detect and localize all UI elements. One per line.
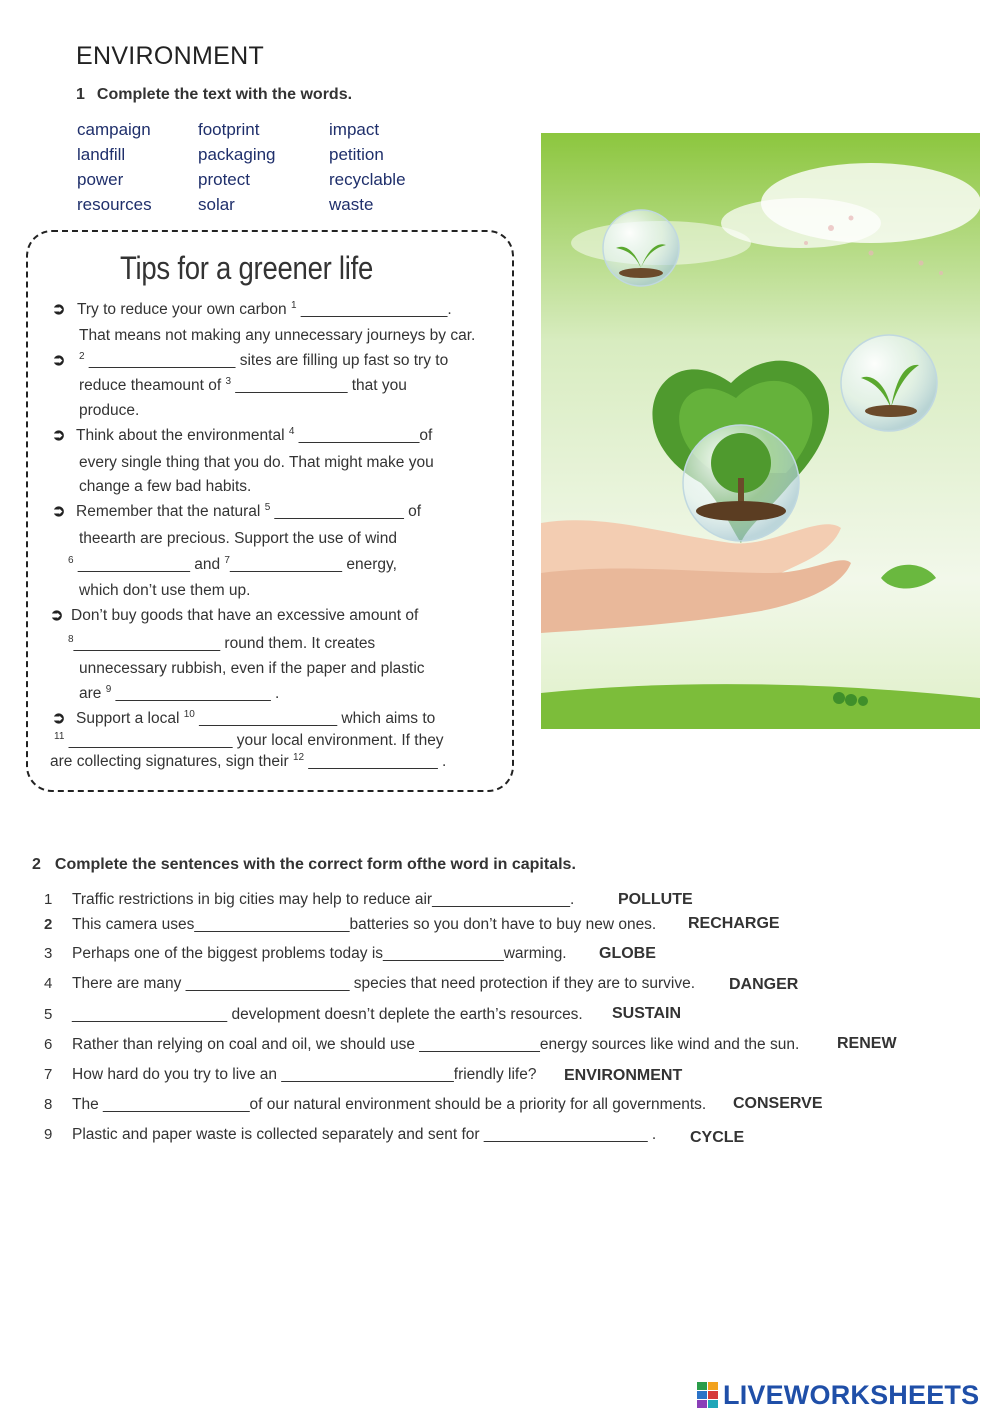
- sentence-number: 6: [44, 1036, 53, 1053]
- tip-line: That means not making any unnecessary journeys by car.: [79, 327, 476, 344]
- tip-line: Remember that the natural $^5$ _______________ of: [76, 502, 422, 520]
- arrow-bullet-icon: ➲: [52, 710, 66, 727]
- page-title: ENVIRONMENT: [76, 42, 265, 70]
- sentence-number: 1: [44, 891, 53, 908]
- word-bank-item: protect: [198, 170, 250, 189]
- tip-line: every single thing that you do. That might make you: [79, 454, 434, 471]
- answer-blank[interactable]: _________________.: [296, 301, 452, 318]
- sentence-number: 4: [44, 975, 53, 992]
- tip-line: $^{11}$ ___________________ your local environment. If they: [54, 731, 444, 749]
- arrow-bullet-icon: ➲: [52, 301, 66, 318]
- capital-word: CYCLE: [690, 1129, 745, 1146]
- capital-word: RENEW: [837, 1035, 897, 1052]
- tip-line: reduce theamount of $^3$ _____________ that you: [79, 376, 407, 394]
- answer-blank[interactable]: _________________ round them. It creates: [73, 635, 376, 652]
- word-bank-item: waste: [329, 195, 374, 214]
- answer-blank[interactable]: _______________ .: [304, 753, 447, 770]
- sentence-number: 9: [44, 1126, 53, 1143]
- sentence-number: 3: [44, 945, 53, 962]
- sentence-text[interactable]: This camera uses__________________batteries so you don’t have to buy new ones.: [72, 916, 657, 933]
- sentence-text[interactable]: There are many ___________________ species that need protection if they are to survive.: [72, 975, 695, 992]
- capital-word: ENVIRONMENT: [564, 1067, 683, 1084]
- environment-photo: [541, 133, 980, 729]
- tip-line: Try to reduce your own carbon $^1$ _________________.: [77, 300, 452, 318]
- capital-word: SUSTAIN: [612, 1005, 682, 1022]
- sentence-text[interactable]: Traffic restrictions in big cities may help to reduce air________________.: [72, 891, 575, 908]
- answer-blank[interactable]: _________________ sites are filling up fast so try to: [84, 352, 449, 369]
- arrow-bullet-icon: ➲: [52, 352, 66, 369]
- word-bank-item: recyclable: [329, 170, 406, 189]
- tip-line: are collecting signatures, sign their $^{12}$ _______________ .: [50, 752, 447, 770]
- sentence-text[interactable]: Plastic and paper waste is collected separately and sent for ___________________ .: [72, 1126, 657, 1143]
- exercise-2-instruction: [32, 856, 576, 874]
- answer-blank[interactable]: ___________________ your local environment. If they: [64, 732, 444, 749]
- logo-text: LIVEWORKSHEETS: [723, 1379, 980, 1410]
- arrow-bullet-icon: ➲: [52, 427, 66, 444]
- answer-blank[interactable]: __________________ .: [111, 685, 280, 702]
- instruction-text: Complete the text with the words.: [96, 86, 353, 103]
- sentence-number: 2: [44, 916, 53, 933]
- exercise-number: 1: [76, 86, 85, 103]
- tip-line: theearth are precious. Support the use of wind: [79, 530, 397, 547]
- tip-line: $^8$_________________ round them. It creates: [68, 634, 376, 652]
- answer-blank[interactable]: ________________ which aims to: [194, 710, 436, 727]
- exercise-1-instruction: [76, 86, 352, 104]
- tip-line: which don’t use them up.: [79, 582, 251, 599]
- tip-line: change a few bad habits.: [79, 478, 252, 495]
- sentence-number: 8: [44, 1096, 53, 1113]
- sentence-number: 5: [44, 1006, 53, 1023]
- capital-word: POLLUTE: [618, 891, 693, 908]
- sentence-number: 7: [44, 1066, 53, 1083]
- tip-line: $^2$ _________________ sites are filling up fast so try to: [79, 351, 449, 369]
- liveworksheets-logo[interactable]: [697, 1378, 979, 1412]
- tip-line: produce.: [79, 402, 140, 419]
- word-bank-item: packaging: [198, 145, 276, 164]
- answer-blank[interactable]: _____________ energy,: [229, 556, 397, 573]
- word-bank-item: solar: [198, 195, 235, 214]
- sentence-text[interactable]: Perhaps one of the biggest problems today is______________warming.: [72, 945, 567, 962]
- word-bank-item: resources: [77, 195, 152, 214]
- sentence-text[interactable]: The _________________of our natural environment should be a priority for all governments.: [72, 1096, 707, 1113]
- tip-line: Don’t buy goods that have an excessive amount of: [71, 607, 419, 624]
- exercise-number: 2: [32, 856, 41, 873]
- word-bank-item: petition: [329, 145, 384, 164]
- capital-word: CONSERVE: [733, 1095, 823, 1112]
- instruction-text: Complete the sentences with the correct form ofthe word in capitals.: [54, 856, 576, 873]
- tip-line: unnecessary rubbish, even if the paper and plastic: [79, 660, 425, 677]
- word-bank-item: landfill: [77, 145, 126, 164]
- capital-word: GLOBE: [599, 945, 656, 962]
- word-bank-item: footprint: [198, 120, 260, 139]
- sentence-text[interactable]: Rather than relying on coal and oil, we should use ______________energy sources like wind and the sun.: [72, 1036, 800, 1053]
- answer-blank[interactable]: _____________ that you: [231, 377, 407, 394]
- word-bank-item: impact: [329, 120, 380, 139]
- logo-mark-icon: [697, 1382, 719, 1408]
- answer-blank[interactable]: _____________ and: [73, 556, 225, 573]
- tip-line: $^6$ _____________ and $^7$_____________ energy,: [68, 555, 397, 573]
- tips-title: Tips for a greener life: [120, 250, 374, 286]
- capital-word: DANGER: [729, 976, 799, 993]
- word-bank-item: power: [77, 170, 124, 189]
- answer-blank[interactable]: ______________of: [294, 427, 433, 444]
- arrow-bullet-icon: ➲: [52, 503, 66, 520]
- tip-line: Think about the environmental $^4$ ______________of: [76, 426, 433, 444]
- tip-line: Support a local $^{10}$ ________________ which aims to: [76, 709, 436, 727]
- word-bank-item: campaign: [77, 120, 151, 139]
- sentence-text[interactable]: How hard do you try to live an ____________________friendly life?: [72, 1066, 537, 1083]
- capital-word: RECHARGE: [688, 915, 780, 932]
- arrow-bullet-icon: ➲: [50, 607, 64, 624]
- sentence-text[interactable]: __________________ development doesn’t deplete the earth’s resources.: [72, 1006, 583, 1023]
- answer-blank[interactable]: _______________ of: [270, 503, 422, 520]
- tip-line: are $^9$ __________________ .: [79, 684, 280, 702]
